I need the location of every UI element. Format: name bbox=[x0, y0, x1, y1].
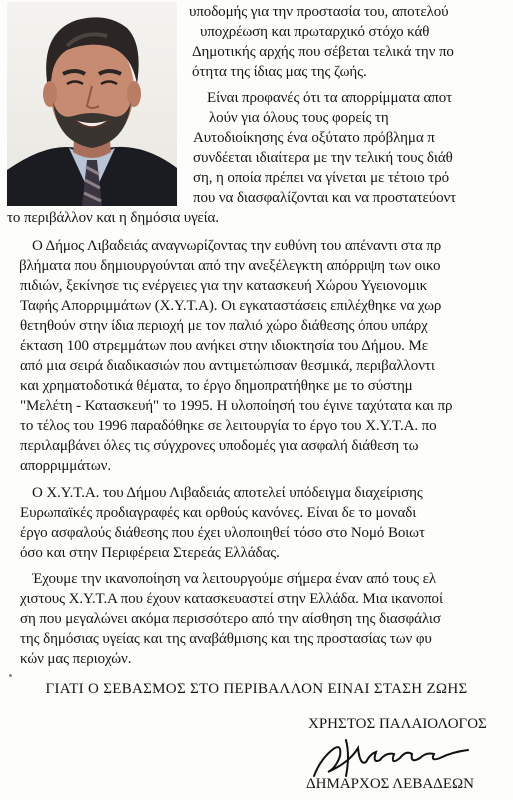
text-line-content: το περιβάλλον και η δημόσια υγεία. bbox=[7, 210, 219, 226]
signer-title: ΔΗΜΑΡΧΟΣ ΛΕΒΑΔΕΩΝ bbox=[306, 776, 474, 792]
text-line bbox=[20, 436, 513, 456]
text-line-content: Δημοτικής αρχής που σέβεται τελικά την πο bbox=[192, 44, 454, 60]
text-line-content: λούν για όλους τους φορείς τη bbox=[209, 110, 389, 126]
text-line bbox=[20, 523, 513, 543]
text-line-content: θετηθούν στην ίδια περιοχή με τον παλιό χώρο διάθεσης όπου υπάρχ bbox=[20, 318, 428, 334]
text-line-content: έργο ασφαλούς διάθεσης που έχει υλοποιηθεί τόσο στο Νομό Βοιωτ bbox=[20, 525, 425, 541]
text-line bbox=[200, 22, 513, 42]
paragraph-first-line bbox=[207, 88, 513, 108]
portrait-illustration bbox=[7, 2, 177, 206]
text-line bbox=[192, 42, 513, 62]
text-line-content: χιστους Χ.Υ.Τ.Α που έχουν κατασκευαστεί στην Ελλάδα. Μια ικανοποί bbox=[20, 591, 443, 607]
text-line-content: υποχρέωση και πρωταρχικό στόχο κάθ bbox=[200, 24, 430, 40]
text-line bbox=[20, 276, 513, 296]
text-line-content: Αυτοδιοίκησης ένα οξύτατο πρόβλημα π bbox=[193, 130, 435, 146]
text-line bbox=[20, 316, 513, 336]
text-line bbox=[193, 168, 513, 188]
text-line-content: ότητα της ίδιας μας της ζωής. bbox=[192, 64, 367, 80]
text-line bbox=[20, 609, 513, 629]
text-line bbox=[193, 148, 513, 168]
text-line bbox=[20, 336, 513, 356]
text-line-content: και χρηματοδοτικά θέματα, το έργο δημοπρατήθηκε με το σύστημ bbox=[20, 378, 413, 394]
text-line-content: Έχουμε την ικανοποίηση να λειτουργούμε σήμερα έναν από τους ελ bbox=[32, 571, 437, 587]
text-line bbox=[193, 188, 513, 208]
text-line-content: Είναι προφανές ότι τα απορρίμματα αποτ bbox=[207, 90, 453, 106]
text-line-content: ση, η οποία πρέπει να γίνεται με τέτοιο τρό bbox=[193, 170, 450, 186]
text-line-content: της δημόσιας υγείας και της αναβάθμισης και της προστασίας των φυ bbox=[20, 631, 432, 647]
signer-name: ΧΡΗΣΤΟΣ ΠΑΛΑΙΟΛΟΓΟΣ bbox=[308, 716, 487, 732]
text-line bbox=[20, 629, 513, 649]
text-line bbox=[193, 128, 513, 148]
text-line-content: πιδιών, ξεκίνησε τις ενέργειες για την κατασκευή Χώρου Υγειονομικ bbox=[20, 278, 428, 294]
text-line bbox=[189, 2, 513, 22]
text-line-content: που να διασφαλίζονται και να προστατεύοντ bbox=[193, 190, 457, 206]
paragraph-first-line bbox=[32, 483, 513, 503]
text-line-content: Ο Χ.Υ.Τ.Α. του Δήμου Λιβαδειάς αποτελεί υπόδειγμα διαχείρισης bbox=[32, 485, 423, 501]
text-line-content: "Μελέτη - Κατασκευή" το 1995. Η υλοποίησή του έγινε ταχύτατα και πρ bbox=[20, 398, 453, 414]
text-line-content: όσο και στην Περιφέρεια Στερεάς Ελλάδας. bbox=[20, 545, 280, 561]
text-line bbox=[20, 649, 513, 669]
text-line bbox=[20, 456, 513, 476]
text-line bbox=[192, 62, 513, 82]
mayor-portrait bbox=[7, 2, 177, 206]
text-line-content: το τέλος του 1996 παραδόθηκε σε λειτουργία το έργο του Χ.Υ.Τ.Α. πο bbox=[20, 418, 437, 434]
text-line-content: υποδομής για την προστασία του, αποτελού bbox=[189, 4, 449, 20]
text-line bbox=[20, 589, 513, 609]
text-line bbox=[20, 543, 513, 563]
text-line-content: Ταφής Απορριμμάτων (Χ.Υ.Τ.Α). Οι εγκαταστάσεις επιλέχθηκε να χωρ bbox=[20, 298, 442, 314]
text-line bbox=[20, 503, 513, 523]
stray-mark bbox=[9, 674, 12, 677]
paragraph-first-line bbox=[32, 569, 513, 589]
text-line bbox=[20, 296, 513, 316]
text-line bbox=[20, 356, 513, 376]
text-line-content: από μια σειρά διαδικασιών που αντιμετώπισαν θεσμικά, περιβαλλοντι bbox=[20, 358, 435, 374]
text-line bbox=[20, 396, 513, 416]
text-line bbox=[7, 208, 513, 228]
text-line-content: περιλαμβάνει όλες τις σύγχρονες υποδομές για ασφαλή διάθεση τω bbox=[20, 438, 419, 454]
text-line bbox=[209, 108, 513, 128]
text-line-content: ση που μεγαλώνει ακόμα περισσότερο από την αίσθηση της διασφάλισ bbox=[20, 611, 441, 627]
text-line-content: Ο Δήμος Λιβαδειάς αναγνωρίζοντας την ευθύνη του απέναντι στα πρ bbox=[32, 238, 442, 254]
text-line-content: κών μας περιοχών. bbox=[20, 651, 132, 667]
slogan: ΓΙΑΤΙ Ο ΣΕΒΑΣΜΟΣ ΣΤΟ ΠΕΡΙΒΑΛΛΟΝ ΕΙΝΑΙ ΣΤΑΣΗ ΖΩΗΣ bbox=[45, 681, 468, 697]
text-line bbox=[19, 256, 513, 276]
text-line-content: Ευρωπαϊκές προδιαγραφές και ορθούς κανόνες. Είναι δε το μοναδι bbox=[20, 505, 417, 521]
text-line bbox=[20, 416, 513, 436]
text-line-content: έκταση 100 στρεμμάτων που ανήκει στην ιδιοκτησία του Δήμου. Με bbox=[20, 338, 428, 354]
handwritten-signature bbox=[306, 732, 476, 782]
text-line-content: βλήματα που δημιουργούνται από την ανεξέλεγκτη απόρριψη των οικο bbox=[19, 258, 441, 274]
text-line-content: απορριμμάτων. bbox=[20, 458, 112, 474]
paragraph-first-line bbox=[32, 236, 513, 256]
text-line bbox=[20, 376, 513, 396]
text-line-content: συνδέεται ιδιαίτερα με την τελική τους διάθ bbox=[193, 150, 453, 166]
